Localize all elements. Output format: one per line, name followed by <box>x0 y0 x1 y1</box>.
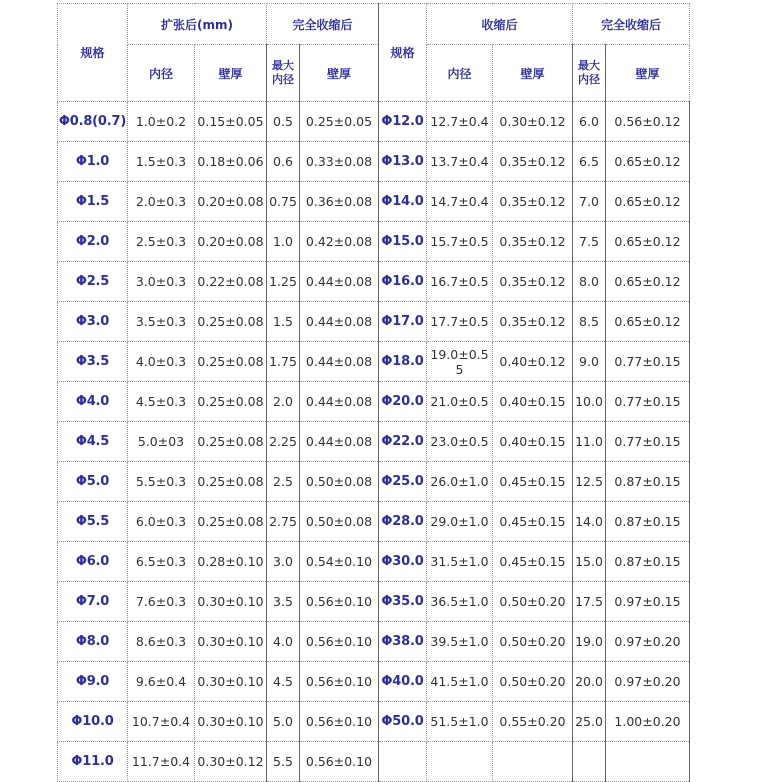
right-max-id-cell: 25.0 <box>573 702 606 742</box>
header-spec-left: 规格 <box>58 4 128 102</box>
right-max-id-cell: 15.0 <box>573 542 606 582</box>
header-shrunk: 收缩后 <box>427 4 573 45</box>
right-size-cell: Φ17.0 <box>379 302 427 342</box>
right-full-wall-cell: 0.56±0.12 <box>606 102 690 142</box>
left-expanded-wall-cell: 0.25±0.08 <box>195 382 267 422</box>
left-expanded-wall-cell: 0.30±0.10 <box>195 582 267 622</box>
right-shrunk-wall-cell: 0.35±0.12 <box>493 182 573 222</box>
right-full-wall-cell: 0.65±0.12 <box>606 262 690 302</box>
left-shrunk-wall-cell: 0.56±0.10 <box>300 742 379 782</box>
left-expanded-wall-cell: 0.22±0.08 <box>195 262 267 302</box>
left-expanded-wall-cell: 0.30±0.10 <box>195 622 267 662</box>
right-size-cell: Φ20.0 <box>379 382 427 422</box>
left-expanded-wall-cell: 0.15±0.05 <box>195 102 267 142</box>
right-size-cell: Φ28.0 <box>379 502 427 542</box>
left-expanded-wall-cell: 0.30±0.12 <box>195 742 267 782</box>
right-max-id-cell <box>573 742 606 782</box>
left-expanded-id-cell: 10.7±0.4 <box>128 702 195 742</box>
right-shrunk-wall-cell: 0.50±0.20 <box>493 582 573 622</box>
left-size-cell: Φ8.0 <box>58 622 128 662</box>
left-size-cell: Φ3.5 <box>58 342 128 382</box>
left-expanded-id-cell: 5.5±0.3 <box>128 462 195 502</box>
table-row <box>58 422 690 462</box>
right-full-wall-cell: 0.77±0.15 <box>606 382 690 422</box>
right-max-id-cell: 20.0 <box>573 662 606 702</box>
right-shrunk-id-cell: 16.7±0.5 <box>427 262 493 302</box>
left-expanded-id-cell: 7.6±0.3 <box>128 582 195 622</box>
left-shrunk-wall-cell: 0.44±0.08 <box>300 262 379 302</box>
header-full-wall-right: 壁厚 <box>606 45 690 102</box>
left-max-id-cell: 0.75 <box>267 182 300 222</box>
header-inner-diameter-left: 内径 <box>128 45 195 102</box>
table-row <box>58 262 690 302</box>
right-full-wall-cell: 0.97±0.20 <box>606 662 690 702</box>
left-size-cell: Φ6.0 <box>58 542 128 582</box>
right-shrunk-id-cell: 12.7±0.4 <box>427 102 493 142</box>
left-shrunk-wall-cell: 0.56±0.10 <box>300 702 379 742</box>
right-shrunk-wall-cell: 0.30±0.12 <box>493 102 573 142</box>
right-size-cell <box>379 742 427 782</box>
left-expanded-id-cell: 1.5±0.3 <box>128 142 195 182</box>
left-shrunk-wall-cell: 0.54±0.10 <box>300 542 379 582</box>
right-shrunk-id-cell: 21.0±0.5 <box>427 382 493 422</box>
left-shrunk-wall-cell: 0.36±0.08 <box>300 182 379 222</box>
left-shrunk-wall-cell: 0.42±0.08 <box>300 222 379 262</box>
left-max-id-cell: 3.0 <box>267 542 300 582</box>
right-full-wall-cell: 0.65±0.12 <box>606 182 690 222</box>
left-expanded-id-cell: 1.0±0.2 <box>128 102 195 142</box>
right-shrunk-wall-cell: 0.35±0.12 <box>493 142 573 182</box>
header-max-id-left: 最大内径 <box>267 45 300 102</box>
table-row <box>58 702 690 742</box>
left-expanded-id-cell: 4.0±0.3 <box>128 342 195 382</box>
left-shrunk-wall-cell: 0.44±0.08 <box>300 422 379 462</box>
left-shrunk-wall-cell: 0.44±0.08 <box>300 302 379 342</box>
right-shrunk-wall-cell: 0.45±0.15 <box>493 462 573 502</box>
right-shrunk-id-cell: 26.0±1.0 <box>427 462 493 502</box>
right-max-id-cell: 8.0 <box>573 262 606 302</box>
right-max-id-cell: 12.5 <box>573 462 606 502</box>
left-size-cell: Φ0.8(0.7) <box>58 102 128 142</box>
right-size-cell: Φ50.0 <box>379 702 427 742</box>
left-expanded-wall-cell: 0.18±0.06 <box>195 142 267 182</box>
header-full-wall-left: 壁厚 <box>300 45 379 102</box>
header-wall-left: 壁厚 <box>195 45 267 102</box>
right-full-wall-cell: 0.65±0.12 <box>606 142 690 182</box>
left-expanded-id-cell: 11.7±0.4 <box>128 742 195 782</box>
left-max-id-cell: 0.6 <box>267 142 300 182</box>
left-expanded-id-cell: 2.0±0.3 <box>128 182 195 222</box>
left-size-cell: Φ5.5 <box>58 502 128 542</box>
table-row <box>58 742 690 782</box>
left-max-id-cell: 5.0 <box>267 702 300 742</box>
left-expanded-wall-cell: 0.30±0.10 <box>195 702 267 742</box>
left-expanded-wall-cell: 0.28±0.10 <box>195 542 267 582</box>
left-max-id-cell: 1.0 <box>267 222 300 262</box>
left-max-id-cell: 4.0 <box>267 622 300 662</box>
left-expanded-wall-cell: 0.20±0.08 <box>195 182 267 222</box>
right-max-id-cell: 11.0 <box>573 422 606 462</box>
right-shrunk-wall-cell <box>493 742 573 782</box>
left-expanded-id-cell: 6.5±0.3 <box>128 542 195 582</box>
left-max-id-cell: 5.5 <box>267 742 300 782</box>
table-row <box>58 182 690 222</box>
left-size-cell: Φ5.0 <box>58 462 128 502</box>
left-max-id-cell: 1.25 <box>267 262 300 302</box>
right-max-id-cell: 6.0 <box>573 102 606 142</box>
right-shrunk-id-cell: 29.0±1.0 <box>427 502 493 542</box>
left-expanded-wall-cell: 0.25±0.08 <box>195 422 267 462</box>
right-max-id-cell: 17.5 <box>573 582 606 622</box>
left-max-id-cell: 2.75 <box>267 502 300 542</box>
left-shrunk-wall-cell: 0.56±0.10 <box>300 662 379 702</box>
header-max-id-right: 最大内径 <box>573 45 606 102</box>
left-size-cell: Φ7.0 <box>58 582 128 622</box>
left-size-cell: Φ11.0 <box>58 742 128 782</box>
right-max-id-cell: 10.0 <box>573 382 606 422</box>
table-row <box>58 342 690 382</box>
right-shrunk-wall-cell: 0.40±0.15 <box>493 382 573 422</box>
left-expanded-id-cell: 4.5±0.3 <box>128 382 195 422</box>
left-expanded-wall-cell: 0.25±0.08 <box>195 462 267 502</box>
left-size-cell: Φ2.5 <box>58 262 128 302</box>
right-full-wall-cell: 0.87±0.15 <box>606 502 690 542</box>
header-spec-right: 规格 <box>379 4 427 102</box>
left-expanded-id-cell: 2.5±0.3 <box>128 222 195 262</box>
left-expanded-id-cell: 3.0±0.3 <box>128 262 195 302</box>
left-size-cell: Φ9.0 <box>58 662 128 702</box>
right-size-cell: Φ35.0 <box>379 582 427 622</box>
right-size-cell: Φ12.0 <box>379 102 427 142</box>
right-shrunk-wall-cell: 0.45±0.15 <box>493 502 573 542</box>
right-shrunk-wall-cell: 0.45±0.15 <box>493 542 573 582</box>
right-shrunk-id-cell: 31.5±1.0 <box>427 542 493 582</box>
right-max-id-cell: 9.0 <box>573 342 606 382</box>
table-row <box>58 302 690 342</box>
right-shrunk-wall-cell: 0.40±0.12 <box>493 342 573 382</box>
left-shrunk-wall-cell: 0.50±0.08 <box>300 462 379 502</box>
header-inner-diameter-right: 内径 <box>427 45 493 102</box>
header-expanded: 扩张后(mm) <box>128 4 267 45</box>
right-size-cell: Φ18.0 <box>379 342 427 382</box>
left-shrunk-wall-cell: 0.44±0.08 <box>300 382 379 422</box>
left-size-cell: Φ2.0 <box>58 222 128 262</box>
right-shrunk-id-cell: 51.5±1.0 <box>427 702 493 742</box>
table-row <box>58 142 690 182</box>
left-max-id-cell: 0.5 <box>267 102 300 142</box>
left-expanded-wall-cell: 0.25±0.08 <box>195 502 267 542</box>
right-shrunk-id-cell: 15.7±0.5 <box>427 222 493 262</box>
table-row <box>58 542 690 582</box>
right-size-cell: Φ40.0 <box>379 662 427 702</box>
right-full-wall-cell: 0.65±0.12 <box>606 302 690 342</box>
right-max-id-cell: 6.5 <box>573 142 606 182</box>
left-size-cell: Φ3.0 <box>58 302 128 342</box>
left-max-id-cell: 1.5 <box>267 302 300 342</box>
right-shrunk-id-cell: 14.7±0.4 <box>427 182 493 222</box>
right-shrunk-wall-cell: 0.40±0.15 <box>493 422 573 462</box>
right-full-wall-cell: 1.00±0.20 <box>606 702 690 742</box>
left-expanded-wall-cell: 0.25±0.08 <box>195 342 267 382</box>
right-shrunk-id-cell <box>427 742 493 782</box>
table-row <box>58 502 690 542</box>
right-size-cell: Φ13.0 <box>379 142 427 182</box>
left-size-cell: Φ10.0 <box>58 702 128 742</box>
right-shrunk-id-cell: 23.0±0.5 <box>427 422 493 462</box>
right-shrunk-id-cell: 13.7±0.4 <box>427 142 493 182</box>
right-size-cell: Φ16.0 <box>379 262 427 302</box>
left-expanded-id-cell: 8.6±0.3 <box>128 622 195 662</box>
right-full-wall-cell: 0.77±0.15 <box>606 342 690 382</box>
header-full-shrink-right: 完全收缩后 <box>573 4 690 45</box>
left-expanded-id-cell: 5.0±03 <box>128 422 195 462</box>
header-full-shrink-left: 完全收缩后 <box>267 4 379 45</box>
left-shrunk-wall-cell: 0.50±0.08 <box>300 502 379 542</box>
left-max-id-cell: 4.5 <box>267 662 300 702</box>
right-size-cell: Φ25.0 <box>379 462 427 502</box>
right-size-cell: Φ22.0 <box>379 422 427 462</box>
right-shrunk-id-cell: 41.5±1.0 <box>427 662 493 702</box>
right-shrunk-wall-cell: 0.35±0.12 <box>493 262 573 302</box>
right-max-id-cell: 19.0 <box>573 622 606 662</box>
left-shrunk-wall-cell: 0.56±0.10 <box>300 582 379 622</box>
right-size-cell: Φ15.0 <box>379 222 427 262</box>
right-full-wall-cell: 0.65±0.12 <box>606 222 690 262</box>
spec-table-body <box>58 4 690 782</box>
table-row <box>58 622 690 662</box>
table-row <box>58 462 690 502</box>
left-shrunk-wall-cell: 0.25±0.05 <box>300 102 379 142</box>
table-row <box>58 662 690 702</box>
right-shrunk-id-cell: 39.5±1.0 <box>427 622 493 662</box>
right-max-id-cell: 7.5 <box>573 222 606 262</box>
header-row-top <box>58 4 690 45</box>
right-shrunk-wall-cell: 0.35±0.12 <box>493 222 573 262</box>
table-row <box>58 222 690 262</box>
right-max-id-cell: 8.5 <box>573 302 606 342</box>
left-max-id-cell: 3.5 <box>267 582 300 622</box>
right-size-cell: Φ30.0 <box>379 542 427 582</box>
left-expanded-wall-cell: 0.25±0.08 <box>195 302 267 342</box>
right-shrunk-wall-cell: 0.50±0.20 <box>493 662 573 702</box>
right-shrunk-id-cell: 17.7±0.5 <box>427 302 493 342</box>
left-expanded-wall-cell: 0.30±0.10 <box>195 662 267 702</box>
left-size-cell: Φ4.5 <box>58 422 128 462</box>
header-wall-right: 壁厚 <box>493 45 573 102</box>
left-expanded-wall-cell: 0.20±0.08 <box>195 222 267 262</box>
left-expanded-id-cell: 9.6±0.4 <box>128 662 195 702</box>
right-shrunk-id-cell: 36.5±1.0 <box>427 582 493 622</box>
right-full-wall-cell: 0.77±0.15 <box>606 422 690 462</box>
right-size-cell: Φ14.0 <box>379 182 427 222</box>
left-expanded-id-cell: 3.5±0.3 <box>128 302 195 342</box>
right-full-wall-cell: 0.87±0.15 <box>606 462 690 502</box>
table-row <box>58 382 690 422</box>
left-max-id-cell: 1.75 <box>267 342 300 382</box>
left-max-id-cell: 2.5 <box>267 462 300 502</box>
left-max-id-cell: 2.0 <box>267 382 300 422</box>
right-max-id-cell: 14.0 <box>573 502 606 542</box>
right-shrunk-id-cell: 19.0±0.5 5 <box>427 342 493 382</box>
left-shrunk-wall-cell: 0.44±0.08 <box>300 342 379 382</box>
right-size-cell: Φ38.0 <box>379 622 427 662</box>
left-max-id-cell: 2.25 <box>267 422 300 462</box>
right-shrunk-wall-cell: 0.55±0.20 <box>493 702 573 742</box>
left-size-cell: Φ1.5 <box>58 182 128 222</box>
right-shrunk-wall-cell: 0.35±0.12 <box>493 302 573 342</box>
table-row <box>58 582 690 622</box>
right-full-wall-cell: 0.87±0.15 <box>606 542 690 582</box>
left-shrunk-wall-cell: 0.56±0.10 <box>300 622 379 662</box>
left-shrunk-wall-cell: 0.33±0.08 <box>300 142 379 182</box>
right-max-id-cell: 7.0 <box>573 182 606 222</box>
table-row <box>58 102 690 142</box>
left-expanded-id-cell: 6.0±0.3 <box>128 502 195 542</box>
header-row-sub <box>58 45 690 102</box>
right-full-wall-cell: 0.97±0.20 <box>606 622 690 662</box>
right-shrunk-wall-cell: 0.50±0.20 <box>493 622 573 662</box>
left-size-cell: Φ1.0 <box>58 142 128 182</box>
left-size-cell: Φ4.0 <box>58 382 128 422</box>
right-full-wall-cell <box>606 742 690 782</box>
right-full-wall-cell: 0.97±0.15 <box>606 582 690 622</box>
spec-table <box>57 3 690 782</box>
